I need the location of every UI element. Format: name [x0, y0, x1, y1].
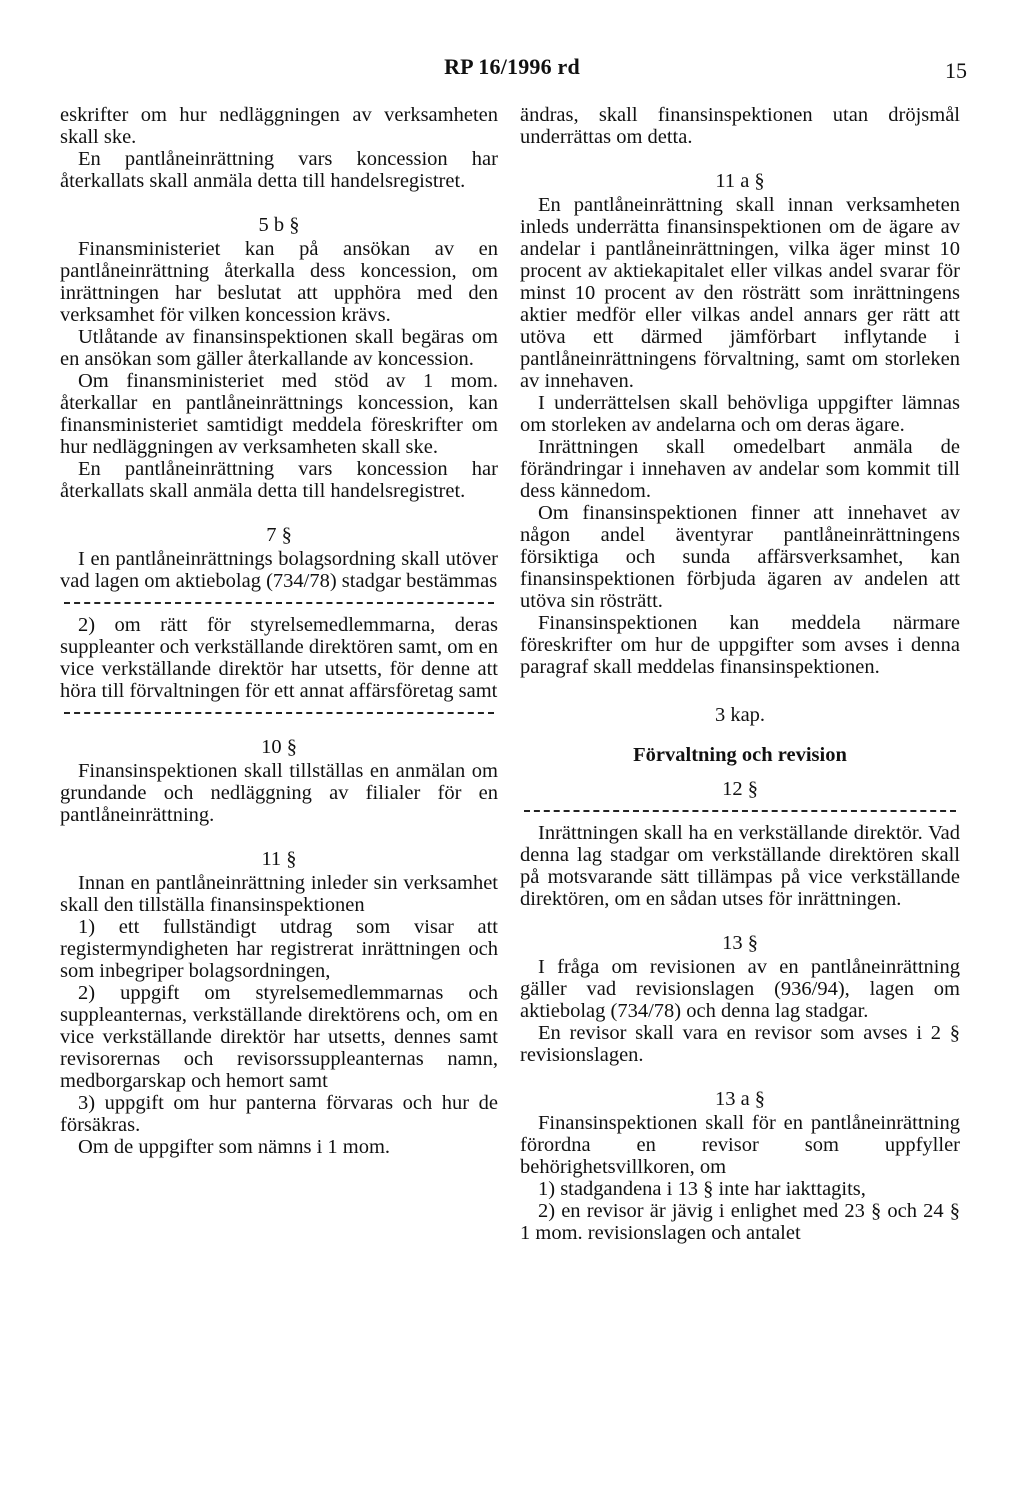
omission-divider	[524, 810, 956, 812]
paragraph: eskrifter om hur nedläggningen av verksamheten skall ske.	[60, 104, 498, 148]
paragraph: 1) ett fullständigt utdrag som visar att registermyndigheten har registrerat inrättningen och som inbegriper bolagsordningen,	[60, 916, 498, 982]
paragraph: ändras, skall finansinspektionen utan dröjsmål underrättas om detta.	[520, 104, 960, 148]
paragraph: 2) en revisor är jävig i enlighet med 23 § och 24 § 1 mom. revisionslagen och antalet	[520, 1200, 960, 1244]
paragraph: Finansministeriet kan på ansökan av en pantlåneinrättning återkalla dess koncession, om inrättningen har beslutat att upphöra med den verksamhet för vilken koncession krävs.	[60, 238, 498, 326]
paragraph: I fråga om revisionen av en pantlåneinrättning gäller vad revisionslagen (936/94), lagen om aktiebolag (734/78) och denna lag stadgar.	[520, 956, 960, 1022]
paragraph: Inrättningen skall ha en verkställande direktör. Vad denna lag stadgar om verkställande direktören skall på motsvarande sätt tillämpas på vice verkställande direktören, om en sådan utses för inrättningen.	[520, 822, 960, 910]
section-heading: 7 §	[266, 524, 292, 546]
paragraph: Finansinspektionen skall för en pantlåneinrättning förordna en revisor som uppfyller behörighetsvillkoren, om	[520, 1112, 960, 1178]
page-number: 15	[945, 58, 967, 83]
chapter-title: Förvaltning och revision	[633, 744, 847, 766]
paragraph: Finansinspektionen skall tillställas en anmälan om grundande och nedläggning av filialer för en pantlåneinrättning.	[60, 760, 498, 826]
paragraph: 3) uppgift om hur panterna förvaras och hur de försäkras.	[60, 1092, 498, 1136]
left-column	[60, 104, 498, 1158]
paragraph: Utlåtande av finansinspektionen skall begäras om en ansökan som gäller återkallande av koncession.	[60, 326, 498, 370]
section-heading: 13 a §	[714, 1088, 766, 1110]
paragraph: Innan en pantlåneinrättning inleder sin verksamhet skall den tillställa finansinspektionen	[60, 872, 498, 916]
paragraph: I underrättelsen skall behövliga uppgifter lämnas om storleken av andelarna och om deras ägare.	[520, 392, 960, 436]
omission-divider	[64, 602, 494, 604]
paragraph: 2) uppgift om styrelsemedlemmarnas och suppleanternas, verkställande direktörens och, om en vice verkställande direktör har utsetts, dennes samt revisorernas och revisorssuppleanternas namn, medborgarskap och hemort samt	[60, 982, 498, 1092]
paragraph: Finansinspektionen kan meddela närmare föreskrifter om hur de uppgifter som avses i denna paragraf skall meddelas finansinspektionen.	[520, 612, 960, 678]
section-heading: 10 §	[261, 736, 297, 758]
omission-divider	[64, 712, 494, 714]
paragraph: 1) stadgandena i 13 § inte har iakttagits,	[538, 1178, 866, 1200]
section-heading: 13 §	[722, 932, 758, 954]
paragraph: En pantlåneinrättning vars koncession har återkallats skall anmäla detta till handelsregistret.	[60, 148, 498, 192]
right-column	[520, 104, 960, 1244]
page-header-title: RP 16/1996 rd	[444, 54, 580, 79]
paragraph: Om finansinspektionen finner att innehavet av någon andel äventyrar pantlåneinrättningens försiktiga och sunda affärsverksamhet, kan finansinspektionen förbjuda ägaren av andelen att utöva sin rösträtt.	[520, 502, 960, 612]
section-heading: 11 §	[261, 848, 297, 870]
paragraph: En pantlåneinrättning skall innan verksamheten inleds underrätta finansinspektionen om de ägare av andelar i pantlåneinrättningen, vilka äger minst 10 procent av aktiekapitalet eller vilkas andel svarar för minst 10 procent av den rösträtt som inrättningens aktier medför eller vilkas andel annars ger rätt att utöva ett därmed jämförbart inflytande i pantlåneinrättningens förvaltning, samt om storleken av innehaven.	[520, 194, 960, 392]
section-heading: 12 §	[722, 778, 758, 800]
section-heading: 5 b §	[258, 214, 300, 236]
paragraph: En revisor skall vara en revisor som avses i 2 § revisionslagen.	[520, 1022, 960, 1066]
paragraph: Om finansministeriet med stöd av 1 mom. återkallar en pantlåneinrättnings koncession, kan finansministeriet samtidigt meddela föreskrifter om hur nedläggningen av verksamheten skall ske.	[60, 370, 498, 458]
paragraph: En pantlåneinrättning vars koncession har återkallats skall anmäla detta till handelsregistret.	[60, 458, 498, 502]
chapter-label: 3 kap.	[714, 704, 766, 726]
paragraph: Om de uppgifter som nämns i 1 mom.	[78, 1136, 391, 1158]
section-heading: 11 a §	[715, 170, 765, 192]
paragraph: 2) om rätt för styrelsemedlemmarna, deras suppleanter och verkställande direktören samt, om en vice verkställande direktör har utsetts, för denne att höra till förvaltningen för ett annat affärsföretag samt	[60, 614, 498, 702]
paragraph: Inrättningen skall omedelbart anmäla de förändringar i innehaven av andelar som kommit till dess kännedom.	[520, 436, 960, 502]
paragraph: I en pantlåneinrättnings bolagsordning skall utöver vad lagen om aktiebolag (734/78) stadgar bestämmas	[60, 548, 498, 592]
